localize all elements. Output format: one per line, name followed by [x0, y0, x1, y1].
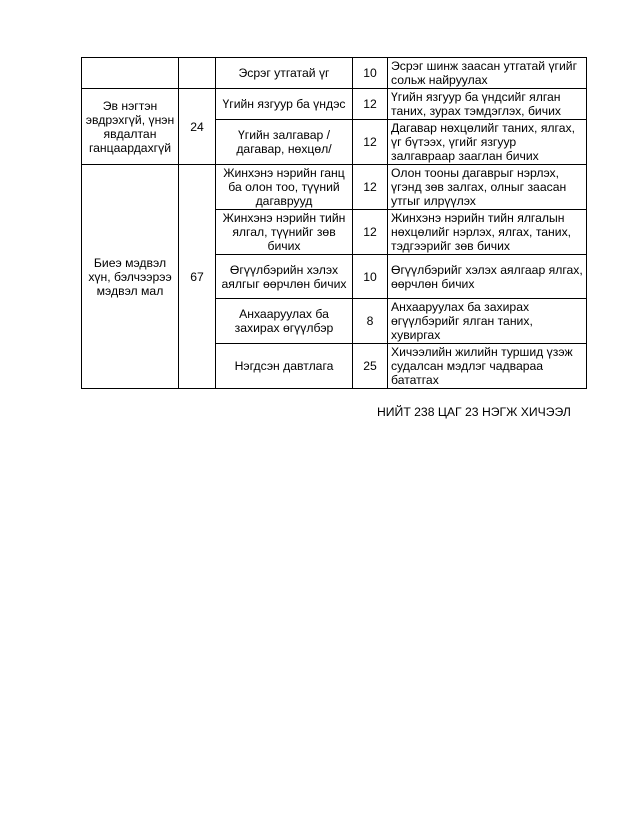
hours-cell: 24: [179, 89, 216, 165]
objective-cell: Анхааруулах ба захирах өгүүлбэрийг ялган таних, хувиргах: [388, 299, 587, 344]
topic-cell: Биеэ мэдвэл хүн, бэлчээрээ мэдвэл мал: [82, 165, 179, 389]
objective-cell: Олон тооны дагаврыг нэрлэх, үгэнд зөв залгах, олныг заасан утгыг илрүүлэх: [388, 165, 587, 210]
objective-cell: Дагавар нөхцөлийг таних, ялгах, үг бүтээх, үгийг язгуур залгавраар зааглан бичих: [388, 120, 587, 165]
topic-cell: Эв нэгтэн эвдрэхгүй, үнэн явдалтан ганцаардахгүй: [82, 89, 179, 165]
hours-cell: 67: [179, 165, 216, 389]
curriculum-table: [81, 57, 587, 389]
table-row: [82, 89, 587, 120]
subtopic-hours-cell: 12: [353, 120, 388, 165]
objective-cell: Өгүүлбэрийг хэлэх аялгаар ялгах, өөрчлөн бичих: [388, 255, 587, 299]
objective-cell: Үгийн язгуур ба үндсийг ялган таних, зурах тэмдэглэх, бичих: [388, 89, 587, 120]
subtopic-hours-cell: 12: [353, 89, 388, 120]
subtopic-cell: Үгийн залгавар /дагавар, нөхцөл/: [216, 120, 353, 165]
table-row: [82, 58, 587, 89]
objective-cell: Жинхэнэ нэрийн тийн ялгалын нөхцөлийг нэрлэх, ялгах, таних, тэдгээрийг зөв бичих: [388, 210, 587, 255]
objective-cell: Хичээлийн жилийн туршид үзэж судалсан мэдлэг чадвараа бататгах: [388, 344, 587, 389]
subtopic-cell: Анхааруулах ба захирах өгүүлбэр: [216, 299, 353, 344]
subtopic-cell: Жинхэнэ нэрийн ганц ба олон тоо, түүний дагаврууд: [216, 165, 353, 210]
subtopic-hours-cell: 25: [353, 344, 388, 389]
subtopic-cell: Эсрэг утгатай үг: [216, 58, 353, 89]
subtopic-hours-cell: 10: [353, 58, 388, 89]
subtopic-cell: Нэгдсэн давтлага: [216, 344, 353, 389]
subtopic-hours-cell: 12: [353, 165, 388, 210]
subtopic-hours-cell: 8: [353, 299, 388, 344]
subtopic-hours-cell: 10: [353, 255, 388, 299]
table-row: [82, 165, 587, 210]
objective-cell: Эсрэг шинж заасан утгатай үгийг сольж найруулах: [388, 58, 587, 89]
total-summary: НИЙТ 238 ЦАГ 23 НЭГЖ ХИЧЭЭЛ: [377, 405, 571, 419]
subtopic-cell: Жинхэнэ нэрийн тийн ялгал, түүнийг зөв бичих: [216, 210, 353, 255]
subtopic-hours-cell: 12: [353, 210, 388, 255]
hours-cell: [179, 58, 216, 89]
subtopic-cell: Өгүүлбэрийн хэлэх аялгыг өөрчлөн бичих: [216, 255, 353, 299]
subtopic-cell: Үгийн язгуур ба үндэс: [216, 89, 353, 120]
topic-cell: [82, 58, 179, 89]
